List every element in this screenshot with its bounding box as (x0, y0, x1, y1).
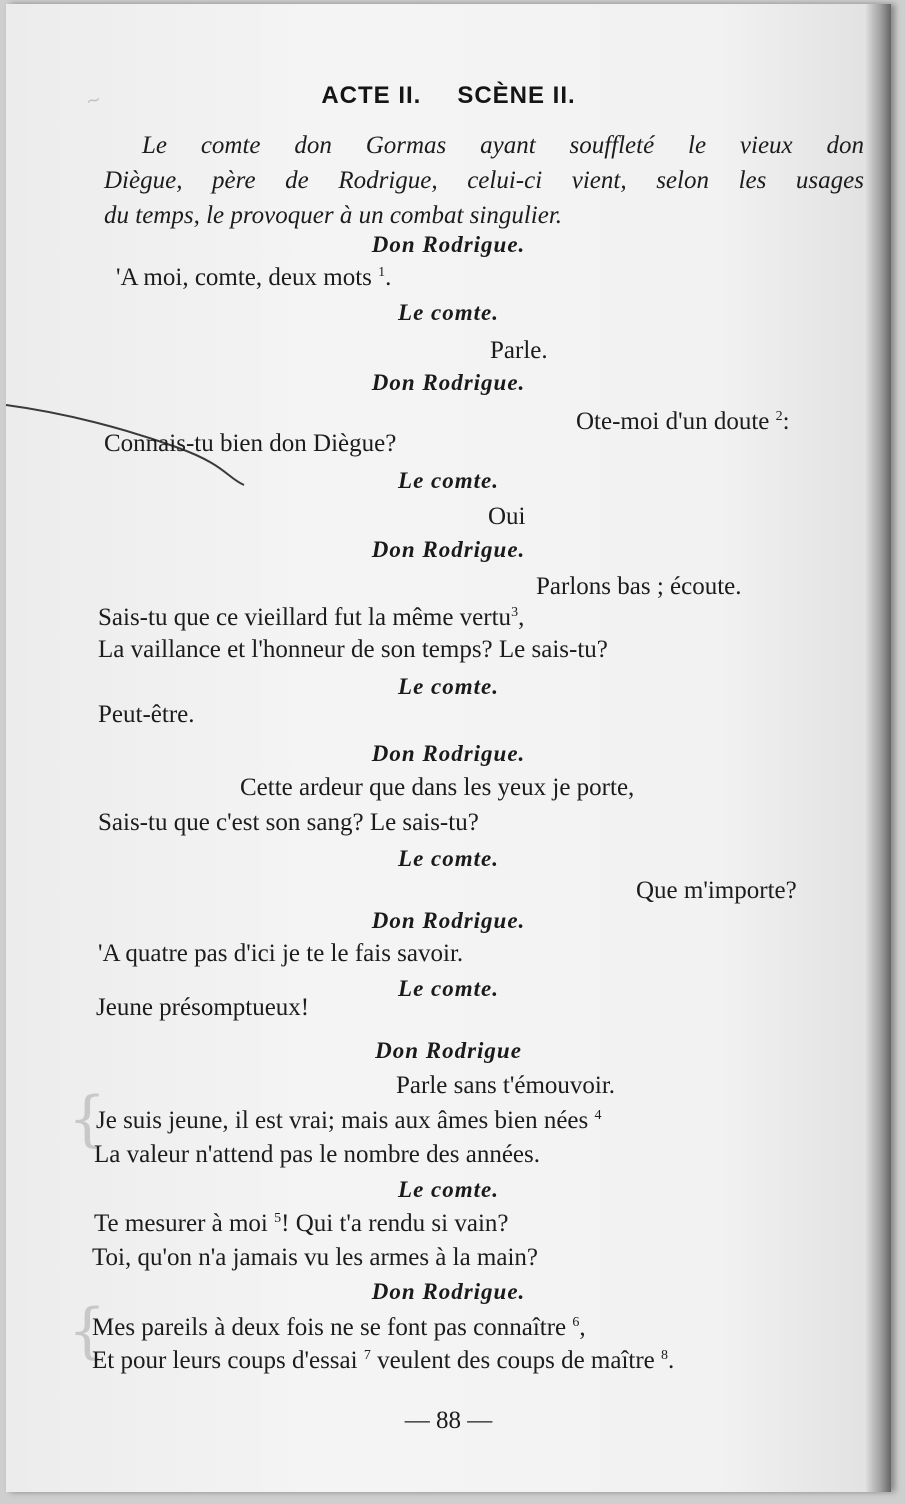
stage-direction (104, 128, 864, 233)
verse-line: Je suis jeune, il est vrai; mais aux âmes bien nées $^4$ (96, 1107, 602, 1134)
stage-direction-line: Le comte don Gormas ayant souffleté le vieux don (142, 132, 864, 159)
act-label: ACTE II. (321, 82, 422, 109)
footnote-ref: 8 (661, 1348, 669, 1363)
verse-line: Te mesurer à moi $^5$! Qui t'a rendu si vain? (94, 1210, 509, 1237)
speaker-name: Don Rodrigue. (371, 908, 526, 933)
verse-line: Parle sans t'émouvoir. (396, 1072, 616, 1099)
pencil-mark: ~ (83, 88, 104, 113)
verse-line: Que m'importe? (636, 877, 797, 904)
footnote-ref: 6 (572, 1315, 580, 1330)
footnote-ref: 1 (378, 265, 386, 280)
verse-line: Oui (488, 503, 526, 530)
footnote-ref: 5 (274, 1211, 282, 1226)
speaker-name: Le comte. (398, 674, 499, 699)
footnote-ref: 2 (775, 409, 783, 424)
verse-line: La vaillance et l'honneur de son temps? Le sais-tu? (98, 636, 608, 663)
speaker-name: Don Rodrigue. (371, 1279, 526, 1304)
page-number: — 88 — (404, 1407, 493, 1434)
speaker-name: Don Rodrigue. (371, 232, 526, 257)
speaker-name: Le comte. (398, 1177, 499, 1202)
verse-line: Connais-tu bien don Diègue? (104, 430, 397, 457)
speaker-name: Le comte. (398, 468, 499, 493)
speaker-name: Don Rodrigue (375, 1038, 522, 1063)
stage-direction-line: du temps, le provoquer à un combat singulier. (104, 202, 563, 229)
verse-line: 'A moi, comte, deux mots $^1$. (116, 264, 392, 291)
verse-line: Cette ardeur que dans les yeux je porte, (240, 774, 635, 801)
verse-line: Sais-tu que ce vieillard fut la même vertu$^3$, (98, 604, 525, 631)
verse-line: Parle. (490, 337, 548, 364)
speaker-name: Le comte. (398, 300, 499, 325)
verse-line: Sais-tu que c'est son sang? Le sais-tu? (98, 809, 479, 836)
verse-line: Et pour leurs coups d'essai $^7$ veulent des coups de maître $^8$. (92, 1347, 675, 1374)
speaker-name: Don Rodrigue. (371, 370, 526, 395)
stage-direction-line: Diègue, père de Rodrigue, celui-ci vient, selon les usages (104, 167, 864, 194)
pencil-brace-mark: { (68, 1296, 107, 1366)
footnote-ref: 7 (363, 1348, 371, 1363)
speaker-name: Le comte. (398, 976, 499, 1001)
verse-line: Jeune présomptueux! (96, 994, 310, 1021)
scene-label: SCÈNE II. (457, 82, 576, 109)
speaker-name: Le comte. (398, 846, 499, 871)
verse-line: Parlons bas ; écoute. (536, 573, 742, 600)
speaker-name: Don Rodrigue. (371, 537, 526, 562)
footnote-ref: 3 (511, 605, 519, 620)
pencil-brace-mark: { (68, 1084, 107, 1154)
speaker-name: Don Rodrigue. (371, 741, 526, 766)
verse-line: La valeur n'attend pas le nombre des années. (94, 1141, 540, 1168)
verse-line: Peut-être. (98, 701, 195, 728)
book-page (6, 4, 891, 1492)
verse-line: 'A quatre pas d'ici je te le fais savoir. (98, 940, 464, 967)
act-scene-heading (6, 82, 891, 110)
verse-line: Ote-moi d'un doute $^2$: (576, 408, 790, 435)
verse-line: Toi, qu'on n'a jamais vu les armes à la main? (92, 1244, 539, 1271)
footnote-ref: 4 (594, 1108, 602, 1123)
verse-line: Mes pareils à deux fois ne se font pas connaître $^6$, (92, 1314, 586, 1341)
